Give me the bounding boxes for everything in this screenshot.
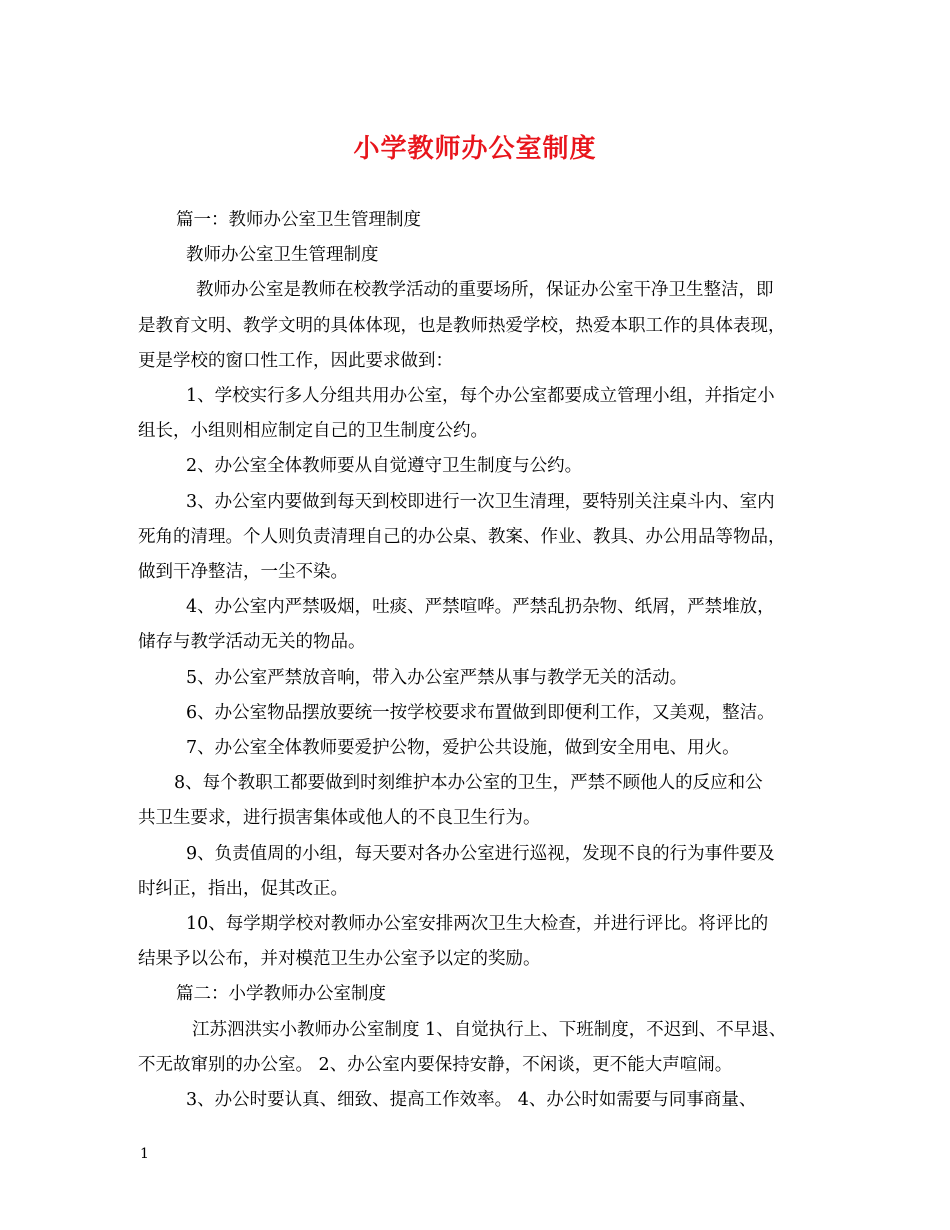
text-line: 是教育文明、教学文明的具体体现，也是教师热爱学校，热爱本职工作的具体表现， bbox=[138, 315, 786, 336]
text-line: 时纠正，指出，促其改正。 bbox=[138, 878, 348, 899]
text-line: 结果予以公布，并对模范卫生办公室予以定的奖励。 bbox=[138, 949, 541, 970]
text-line: 死角的清理。个人则负责清理自己的办公桌、教案、作业、教具、办公用品等物品， bbox=[138, 526, 786, 547]
text-line: 做到干净整洁，一尘不染。 bbox=[138, 562, 348, 582]
text-line: 10、每学期学校对教师办公室安排两次卫生大检查，并进行评比。将评比的 bbox=[186, 914, 769, 934]
text-line: 2、办公室全体教师要从自觉遵守卫生制度与公约。 bbox=[186, 456, 583, 477]
text-line: 储存与教学活动无关的物品。 bbox=[138, 632, 366, 653]
text-line: 不无故窜别的办公室。 2、办公室内要保持安静，不闲谈，更不能大声喧闹。 bbox=[138, 1054, 733, 1075]
text-line: 教师办公室是教师在校教学活动的重要场所，保证办公室干净卫生整洁，即 bbox=[196, 280, 774, 301]
text-line: 3、办公时要认真、细致、提高工作效率。 4、办公时如需要与同事商量、 bbox=[186, 1090, 757, 1110]
text-line: 3、办公室内要做到每天到校即进行一次卫生清理，要特别关注桌斗内、室内 bbox=[186, 491, 775, 512]
text-line: 江苏泗洪实小教师办公室制度 1、自觉执行上、下班制度，不迟到、不早退、 bbox=[192, 1019, 787, 1040]
text-line: 教师办公室卫生管理制度 bbox=[186, 245, 379, 266]
page-number: 1 bbox=[140, 1146, 149, 1162]
text-line: 更是学校的窗口性工作，因此要求做到： bbox=[138, 350, 453, 371]
document-title: 小学教师办公室制度 bbox=[353, 134, 597, 164]
text-line: 7、办公室全体教师要爱护公物，爱护公共设施，做到安全用电、用火。 bbox=[186, 738, 740, 758]
text-line: 5、办公室严禁放音响，带入办公室严禁从事与教学无关的活动。 bbox=[186, 667, 688, 688]
text-line: 9、负责值周的小组，每天要对各办公室进行巡视，发现不良的行为事件要及 bbox=[186, 843, 775, 864]
text-line: 篇二：小学教师办公室制度 bbox=[176, 984, 386, 1005]
text-line: 篇一：教师办公室卫生管理制度 bbox=[176, 210, 421, 230]
text-line: 共卫生要求，进行损害集体或他人的不良卫生行为。 bbox=[138, 808, 541, 829]
text-line: 8、每个教职工都要做到时刻维护本办公室的卫生，严禁不顾他人的反应和公 bbox=[174, 773, 763, 794]
text-line: 1、学校实行多人分组共用办公室，每个办公室都要成立管理小组，并指定小 bbox=[186, 386, 775, 406]
text-line: 6、办公室物品摆放要统一按学校要求布置做到即便利工作，又美观，整洁。 bbox=[186, 702, 775, 723]
text-line: 4、办公室内严禁吸烟，吐痰、严禁喧哗。严禁乱扔杂物、纸屑，严禁堆放， bbox=[186, 597, 775, 618]
text-line: 组长，小组则相应制定自己的卫生制度公约。 bbox=[138, 421, 488, 442]
